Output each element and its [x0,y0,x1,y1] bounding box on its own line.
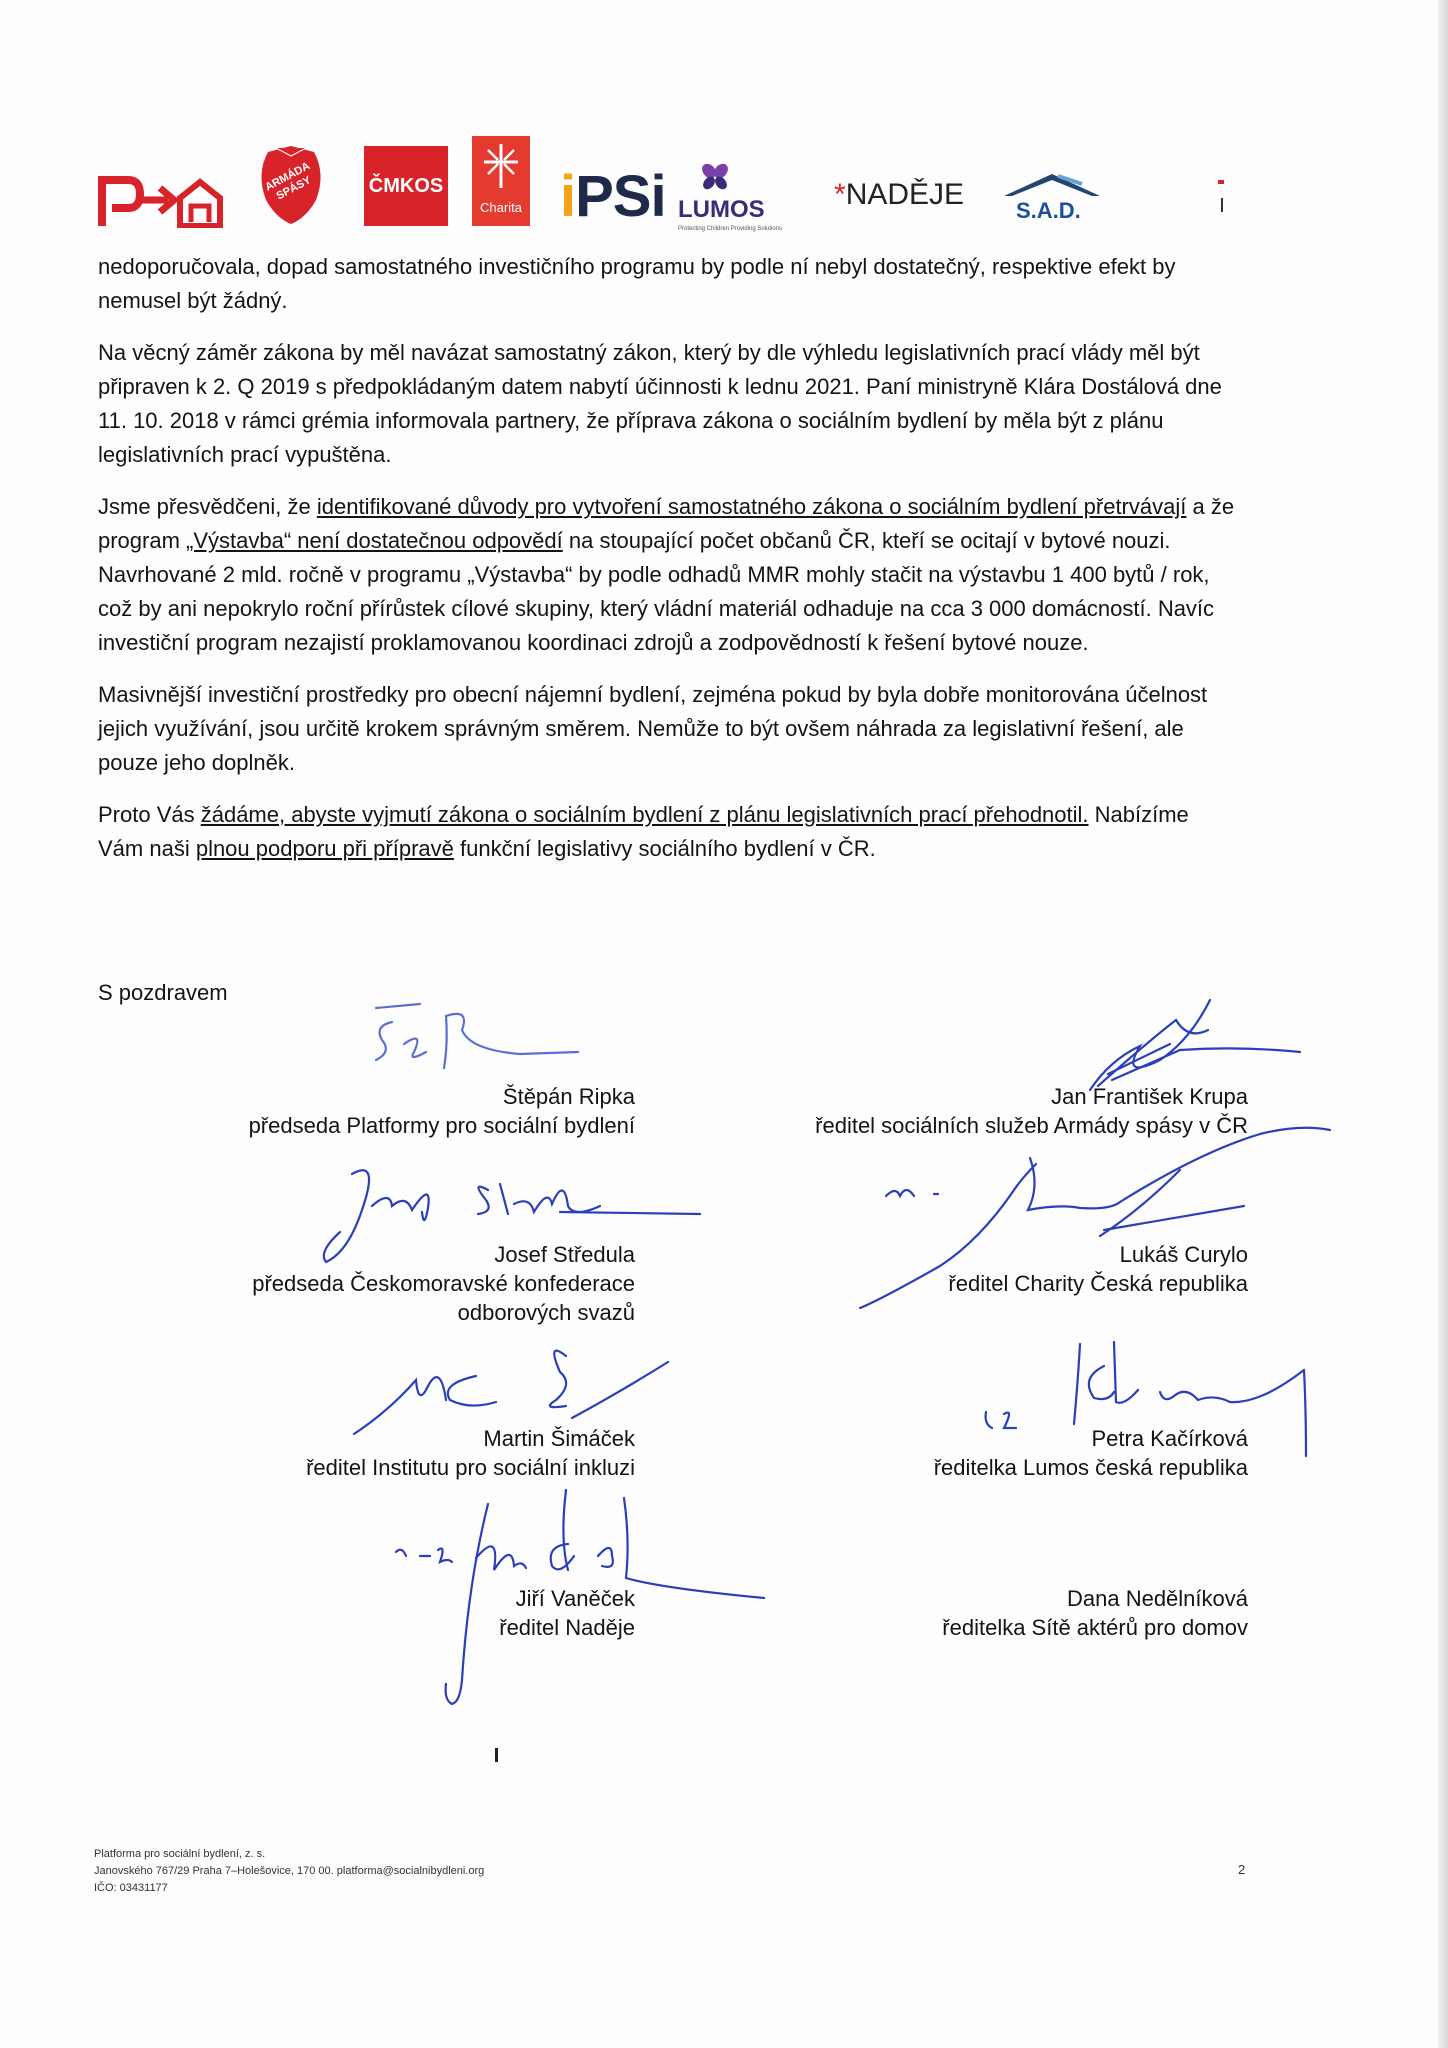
paragraph [98,798,1238,866]
signatory-name: Dana Nedělníková [1066,1586,1248,1611]
paragraph [98,678,1238,780]
nadeje-logo [834,178,964,212]
cmkos-text: ČMKOS [368,174,444,197]
underlined-text: identifikované důvody pro vytvoření samostatného zákona o sociálním bydlení přetrvávají [316,494,1187,519]
sad-text: S.A.D. [1016,198,1081,223]
platforma-logo [98,176,224,228]
paragraph-text: Nabízíme Vám naši [98,802,1189,861]
stray-mark [495,1748,498,1762]
footer-ico: IČO: 03431177 [94,1882,168,1894]
footer-address: Janovského 767/29 Praha 7–Holešovice, 170 00. platforma@socialnibydleni.org [94,1865,485,1877]
signature-ripka [376,1004,578,1068]
signatory-name: Josef Středula [494,1242,635,1267]
signatory-kacirkova [934,1424,1248,1482]
armada-spasy-logo [254,144,328,226]
signatory-title: předseda Platformy pro sociální bydlení [248,1113,635,1138]
footer [94,1846,484,1897]
signatory-title: ředitel sociálních služeb Armády spásy v ČR [815,1113,1248,1138]
signatory-name: Martin Šimáček [483,1426,635,1451]
signatory-nedelnikova [942,1584,1248,1642]
footer-org: Platforma pro sociální bydlení, z. s. [94,1848,266,1860]
letter-body [98,250,1238,884]
partner-logo-cropped [1134,180,1224,230]
signatory-name: Petra Kačírková [1091,1426,1248,1451]
paragraph-text: nedoporučovala, dopad samostatného investičního programu by podle ní nebyl dostatečný, respektive efekt by nemusel být žádný. [98,254,1176,313]
signature-simacek [354,1351,668,1434]
lumos-tagline: Protecting Children Providing Solutions [678,226,783,232]
signatory-stredula [252,1240,635,1327]
logo-mark-red [1218,180,1224,184]
paragraph-text: Proto Vás [98,802,201,827]
underlined-text: žádáme, abyste vyjmutí zákona o sociálním bydlení z plánu legislativních prací přehodnotil. [200,802,1089,827]
underlined-text: plnou podporu při přípravě [195,836,454,861]
star-icon: * [834,178,846,211]
logo-mark-dark [1221,198,1223,212]
signatory-title: ředitel Charity Česká republika [948,1271,1248,1296]
ipsi-logo [560,162,666,229]
signatory-name: Jiří Vaněček [515,1586,635,1611]
signatory-simacek [306,1424,635,1482]
ipsi-text: iPSi [560,164,666,229]
armada-spasy-text: ARMÁDA SPÁSY [263,160,314,203]
lumos-logo [678,162,828,234]
signatory-krupa [815,1082,1248,1140]
paragraph [98,490,1238,660]
charita-text: Charita [480,200,522,215]
signatory-title: předseda Českomoravské konfederace [252,1271,635,1296]
lumos-flower-icon [700,162,730,192]
paragraph-text: na stoupající počet občanů ČR, kteří se ocitají v bytové nouzi. Navrhované 2 mld. ročně v programu „Výstavba“ by podle odhadů MMR mohly stačit na výstavbu 1 400 bytů / rok, což by ani nepokrylo roční přírůstek cílové skupiny, který vládní materiál odhaduje na cca 3 000 domácností. Navíc investiční program nezajistí proklamovanou koordinaci zdrojů a zodpovědností k řešení bytové nouze. [98,528,1215,655]
signatory-ripka [249,1082,635,1140]
signature-krupa [1090,1000,1300,1090]
charita-cross-icon [484,144,518,188]
charita-logo [472,136,530,226]
cmkos-logo [364,146,448,226]
signatory-title: ředitelka Sítě aktérů pro domov [942,1615,1248,1640]
paragraph-text: Na věcný záměr zákona by měl navázat samostatný zákon, který by dle výhledu legislativních prací vlády měl být připraven k 2. Q 2019 s předpokládaným datem nabytí účinnosti k lednu 2021. Paní ministryně Klára Dostálová dne 11. 10. 2018 v rámci grémia informovala partnery, že příprava zákona o sociálním bydlení by měla být z plánu legislativních prací vypuštěna. [98,340,1222,467]
paragraph-text: Masivnější investiční prostředky pro obecní nájemní bydlení, zejména pokud by byla dobře monitorována účelnost jejich využívání, jsou určitě krokem správným směrem. Nemůže to být ovšem náhrada za legislativní řešení, ale pouze jeho doplněk. [98,682,1208,775]
roof-icon [1002,170,1102,200]
signatory-vanecek [499,1584,635,1642]
paragraph [98,250,1238,318]
signatory-title-cont: odborových svazů [457,1300,635,1325]
nadeje-text: NADĚJE [845,178,965,211]
page-edge [1438,0,1448,2048]
logo-bar [0,130,1448,240]
paragraph-text: Jsme přesvědčeni, že [98,494,317,519]
greeting: S pozdravem [98,980,228,1005]
page-number: 2 [1238,1862,1246,1877]
signatory-name: Štěpán Ripka [502,1084,635,1109]
signatory-title: ředitelka Lumos česká republika [933,1455,1248,1480]
paragraph [98,336,1238,472]
paragraph-text: a že program [98,494,1235,553]
signatory-title: ředitel Naděje [499,1615,635,1640]
signatory-title: ředitel Institutu pro sociální inkluzi [306,1455,635,1480]
signatory-name: Jan František Krupa [1051,1084,1248,1109]
signatory-curylo [948,1240,1248,1298]
signatory-name: Lukáš Curylo [1119,1242,1248,1267]
underlined-text: „Výstavba“ není dostatečnou odpovědí [186,528,563,553]
sad-logo [1002,170,1102,226]
lumos-text: LUMOS [678,196,765,223]
paragraph-text: funkční legislativy sociálního bydlení v ČR. [453,836,876,861]
